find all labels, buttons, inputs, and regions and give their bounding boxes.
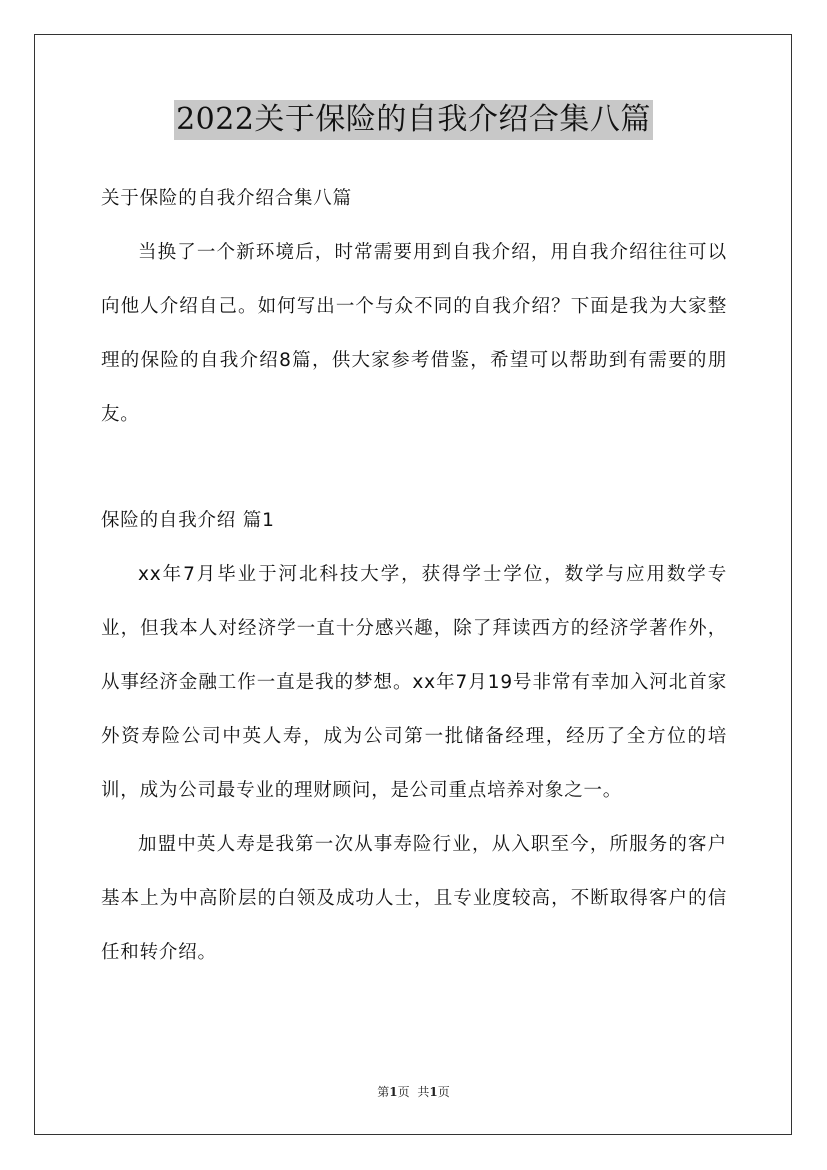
intro-paragraph: 当换了一个新环境后，时常需要用到自我介绍，用自我介绍往往可以向他人介绍自己。如何写出一个与众不同的自我介绍？下面是我为大家整理的保险的自我介绍8篇，供大家参考借鉴，希望可以帮助到有需要的朋友。 xyxy=(101,242,727,425)
total-suffix: 页 xyxy=(437,1085,450,1099)
document-subtitle: 关于保险的自我介绍合集八篇 xyxy=(101,188,352,209)
body-paragraph-1: xx年7月毕业于河北科技大学，获得学士学位，数学与应用数学专业，但我本人对经济学一直十分感兴趣，除了拜读西方的经济学著作外，从事经济金融工作一直是我的梦想。xx年7月19号非常有幸加入河北首家外资寿险公司中英人寿，成为公司第一批储备经理，经历了全方位的培训，成为公司最专业的理财顾问，是公司重点培养对象之一。 xyxy=(101,564,727,801)
total-prefix: 共 xyxy=(417,1085,430,1099)
page-suffix: 页 xyxy=(397,1085,410,1099)
section-heading: 保险的自我介绍 篇1 xyxy=(101,510,275,531)
document-body xyxy=(101,172,727,980)
section-gap xyxy=(101,442,727,494)
page-number: 1 xyxy=(389,1085,398,1099)
document-title: 2022关于保险的自我介绍合集八篇 xyxy=(174,100,653,140)
total-pages: 1 xyxy=(429,1085,438,1099)
page-prefix: 第 xyxy=(377,1085,390,1099)
title-container xyxy=(0,100,827,140)
body-paragraph-2: 加盟中英人寿是我第一次从事寿险行业，从入职至今，所服务的客户基本上为中高阶层的白领及成功人士，且专业度较高，不断取得客户的信任和转介绍。 xyxy=(101,834,727,963)
page-footer xyxy=(0,1083,827,1100)
